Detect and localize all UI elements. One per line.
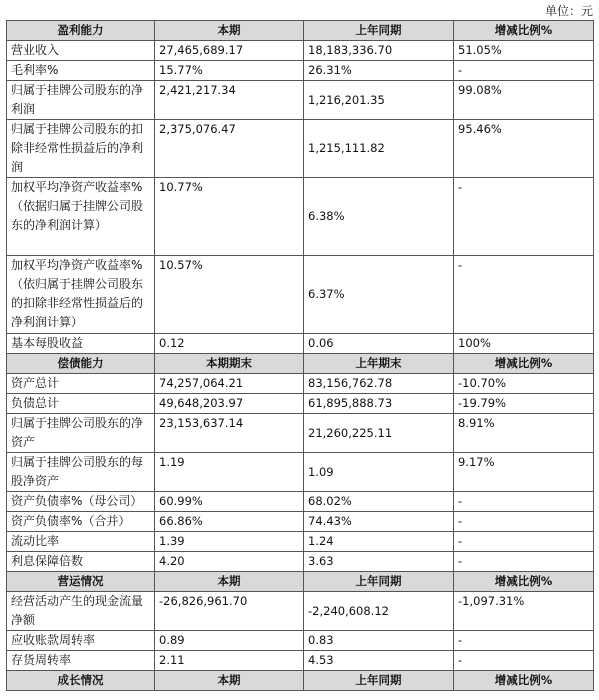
table-row [7, 394, 594, 414]
row-label: 加权平均净资产收益率%（依归属于挂牌公司股东的扣除非经常性损益后的净利润计算） [7, 256, 155, 334]
header-cell: 增减比例% [454, 572, 594, 592]
row-label: 资产负债率%（母公司） [7, 492, 155, 512]
prior-value: 0.06 [304, 334, 454, 354]
change-ratio: 95.46% [454, 120, 594, 178]
current-value: 10.57% [155, 256, 304, 334]
change-ratio: - [454, 631, 594, 651]
change-ratio: - [454, 512, 594, 532]
header-cell: 增减比例% [454, 354, 594, 374]
current-value: 1.39 [155, 532, 304, 552]
header-cell: 成长情况 [7, 671, 155, 691]
prior-value: 6.37% [304, 256, 454, 334]
table-row [7, 334, 594, 354]
row-label: 加权平均净资产收益率%（依据归属于挂牌公司股东的净利润计算） [7, 178, 155, 256]
prior-value: 0.83 [304, 631, 454, 651]
financial-indicators-table [6, 20, 594, 691]
table-row [7, 81, 594, 120]
current-value: 23,153,637.14 [155, 414, 304, 453]
header-cell: 营运情况 [7, 572, 155, 592]
prior-value: 1.09 [304, 453, 454, 492]
change-ratio: 99.08% [454, 81, 594, 120]
change-ratio: - [454, 178, 594, 256]
prior-value: 61,895,888.73 [304, 394, 454, 414]
header-cell: 上年同期 [304, 572, 454, 592]
change-ratio: - [454, 256, 594, 334]
change-ratio: - [454, 552, 594, 572]
prior-value: -2,240,608.12 [304, 592, 454, 631]
prior-value: 18,183,336.70 [304, 41, 454, 61]
current-value: 2.11 [155, 651, 304, 671]
row-label: 资产负债率%（合并） [7, 512, 155, 532]
prior-value: 26.31% [304, 61, 454, 81]
table-row [7, 492, 594, 512]
header-cell: 偿债能力 [7, 354, 155, 374]
row-label: 利息保障倍数 [7, 552, 155, 572]
current-value: 0.12 [155, 334, 304, 354]
change-ratio: 8.91% [454, 414, 594, 453]
change-ratio: -10.70% [454, 374, 594, 394]
prior-value: 1,215,111.82 [304, 120, 454, 178]
prior-value: 74.43% [304, 512, 454, 532]
current-value: 0.89 [155, 631, 304, 651]
change-ratio: - [454, 532, 594, 552]
table-row [7, 120, 594, 178]
table-row [7, 512, 594, 532]
row-label: 经营活动产生的现金流量净额 [7, 592, 155, 631]
header-cell: 本期 [155, 671, 304, 691]
prior-value: 83,156,762.78 [304, 374, 454, 394]
table-row [7, 414, 594, 453]
current-value: 4.20 [155, 552, 304, 572]
header-cell: 本期 [155, 21, 304, 41]
table-row [7, 61, 594, 81]
row-label: 基本每股收益 [7, 334, 155, 354]
current-value: 66.86% [155, 512, 304, 532]
table-row [7, 374, 594, 394]
section-header-growth [7, 671, 594, 691]
header-cell: 增减比例% [454, 21, 594, 41]
prior-value: 1,216,201.35 [304, 81, 454, 120]
prior-value: 1.24 [304, 532, 454, 552]
row-label: 负债总计 [7, 394, 155, 414]
row-label: 毛利率% [7, 61, 155, 81]
prior-value: 21,260,225.11 [304, 414, 454, 453]
table-row [7, 453, 594, 492]
current-value: 15.77% [155, 61, 304, 81]
section-header-profitability [7, 21, 594, 41]
table-row [7, 651, 594, 671]
change-ratio: 51.05% [454, 41, 594, 61]
prior-value: 6.38% [304, 178, 454, 256]
header-cell: 增减比例% [454, 671, 594, 691]
header-cell: 本期 [155, 572, 304, 592]
current-value: 2,375,076.47 [155, 120, 304, 178]
table-row [7, 41, 594, 61]
change-ratio: 100% [454, 334, 594, 354]
header-cell: 本期期末 [155, 354, 304, 374]
current-value: 74,257,064.21 [155, 374, 304, 394]
change-ratio: 9.17% [454, 453, 594, 492]
row-label: 归属于挂牌公司股东的净利润 [7, 81, 155, 120]
table-row [7, 592, 594, 631]
row-label: 存货周转率 [7, 651, 155, 671]
current-value: 49,648,203.97 [155, 394, 304, 414]
current-value: 27,465,689.17 [155, 41, 304, 61]
prior-value: 68.02% [304, 492, 454, 512]
prior-value: 4.53 [304, 651, 454, 671]
header-cell: 上年期末 [304, 354, 454, 374]
section-header-solvency [7, 354, 594, 374]
change-ratio: -19.79% [454, 394, 594, 414]
change-ratio: - [454, 61, 594, 81]
row-label: 流动比率 [7, 532, 155, 552]
header-cell: 上年同期 [304, 671, 454, 691]
row-label: 归属于挂牌公司股东的每股净资产 [7, 453, 155, 492]
current-value: 2,421,217.34 [155, 81, 304, 120]
current-value: -26,826,961.70 [155, 592, 304, 631]
header-cell: 上年同期 [304, 21, 454, 41]
change-ratio: - [454, 492, 594, 512]
change-ratio: -1,097.31% [454, 592, 594, 631]
row-label: 营业收入 [7, 41, 155, 61]
row-label: 资产总计 [7, 374, 155, 394]
current-value: 10.77% [155, 178, 304, 256]
row-label: 应收账款周转率 [7, 631, 155, 651]
current-value: 60.99% [155, 492, 304, 512]
change-ratio: - [454, 651, 594, 671]
header-cell: 盈利能力 [7, 21, 155, 41]
prior-value: 3.63 [304, 552, 454, 572]
table-row [7, 256, 594, 334]
table-row [7, 532, 594, 552]
row-label: 归属于挂牌公司股东的净资产 [7, 414, 155, 453]
section-header-operations [7, 572, 594, 592]
unit-label: 单位：元 [544, 4, 593, 18]
table-row [7, 178, 594, 256]
row-label: 归属于挂牌公司股东的扣除非经常性损益后的净利润 [7, 120, 155, 178]
table-row [7, 631, 594, 651]
current-value: 1.19 [155, 453, 304, 492]
table-row [7, 552, 594, 572]
